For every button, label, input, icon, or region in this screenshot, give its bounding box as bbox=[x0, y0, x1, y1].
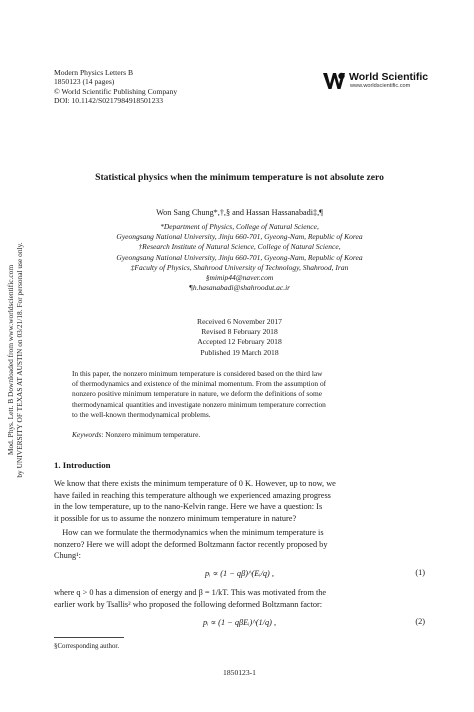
text-line: have failed in reaching this temperature although we experienced amazing progress bbox=[54, 490, 331, 500]
affiliation-line: Gyeongsang National University, Jinju 660-701, Gyeong-Nam, Republic of Korea bbox=[116, 252, 363, 262]
keywords-label: Keywords bbox=[72, 430, 102, 439]
equation-1-number: (1) bbox=[415, 568, 425, 577]
text-line: How can we formulate the thermodynamics when the minimum temperature is bbox=[54, 528, 324, 537]
author-email-2[interactable]: ¶h.hasanabadi@shahroodut.ac.ir bbox=[188, 283, 291, 293]
text-line: where q > 0 has a dimension of energy and β = 1/kT. This was motivated from the bbox=[54, 588, 327, 597]
publisher-url: www.worldscientific.com bbox=[350, 83, 411, 89]
abstract-line: of thermodynamics and existence of the minimal momentum. From the assumption of bbox=[72, 379, 327, 389]
journal-name: Modern Physics Letters B bbox=[54, 68, 134, 77]
download-notice-text bbox=[6, 242, 24, 477]
text-line: earlier work by Tsallis² who proposed the following deformed Boltzmann factor: bbox=[54, 599, 323, 609]
author-email-1[interactable]: §mimip44@naver.com bbox=[205, 273, 274, 283]
abstract-line: to the well-known thermodynamical problems. bbox=[72, 409, 211, 419]
equation-2-body: pᵢ ∝ (1 − qβEᵢ)^(1/q) , bbox=[202, 618, 277, 627]
text-line: it possible for us to assume the nonzero minimum temperature in nature? bbox=[54, 513, 297, 523]
equation-2 bbox=[54, 617, 425, 629]
text-line: Chung¹: bbox=[54, 551, 81, 561]
intro-paragraph-2 bbox=[54, 527, 425, 562]
text-line: We know that there exists the minimum temperature of 0 K. However, up to now, we bbox=[54, 479, 336, 488]
received-date: Received 6 November 2017 bbox=[197, 317, 282, 326]
download-notice-sidebar bbox=[0, 0, 30, 712]
affiliations bbox=[54, 222, 425, 293]
article-number: 1850123 (14 pages) bbox=[54, 77, 115, 87]
affiliation-line: Gyeongsang National University, Jinju 660-701, Gyeong-Nam, Republic of Korea bbox=[116, 232, 363, 242]
keywords-value: : Nonzero minimum temperature. bbox=[101, 430, 201, 439]
abstract bbox=[72, 369, 406, 420]
abstract-line: nonzero positive minimum temperature in nature, we deform the definitions of some bbox=[72, 389, 322, 399]
affiliation-line: †Research Institute of Natural Science, College of Natural Science, bbox=[138, 242, 341, 252]
affiliation-line: ‡Faculty of Physics, Shahrood University of Technology, Shahrood, Iran bbox=[130, 262, 349, 272]
download-notice-line-1: Mod. Phys. Lett. B Downloaded from www.worldscientific.com bbox=[6, 264, 15, 456]
footnote: §Corresponding author. bbox=[54, 643, 120, 650]
publisher-name: World Scientific bbox=[349, 71, 429, 83]
publication-dates bbox=[54, 317, 425, 358]
journal-header bbox=[54, 68, 177, 106]
footnote-rule bbox=[54, 637, 124, 638]
copyright-line: © World Scientific Publishing Company bbox=[54, 86, 178, 96]
world-scientific-logo-icon bbox=[322, 70, 346, 92]
revised-date: Revised 8 February 2018 bbox=[201, 327, 278, 337]
download-notice-line-2: by UNIVERSITY OF TEXAS AT AUSTIN on 03/21/18. For personal use only. bbox=[15, 242, 24, 478]
equation-2-number: (2) bbox=[415, 617, 425, 626]
equation-1-body: pᵢ ∝ (1 − qβ)^(Eᵢ/q) , bbox=[205, 569, 274, 578]
abstract-line: In this paper, the nonzero minimum temperature is considered based on the third law bbox=[72, 369, 323, 378]
text-line: nonzero? Here we will adopt the deformed Boltzmann factor recently proposed by bbox=[54, 539, 328, 549]
equation-1 bbox=[54, 568, 425, 580]
text-line: in the low temperature, up to the nano-Kelvin range. Here we have a question: Is bbox=[54, 502, 323, 512]
accepted-date: Accepted 12 February 2018 bbox=[197, 337, 282, 347]
intro-paragraph-3 bbox=[54, 587, 425, 610]
abstract-line: thermodynamical quantities and investigate nonzero minimum temperature correction bbox=[72, 399, 326, 409]
published-date: Published 19 March 2018 bbox=[200, 347, 279, 357]
intro-paragraph-1 bbox=[54, 478, 425, 524]
page-number: 1850123-1 bbox=[223, 668, 256, 677]
author-list: Won Sang Chung*,†,§ and Hassan Hassanabadi‡,¶ bbox=[156, 208, 323, 217]
affiliation-line: *Department of Physics, College of Natural Science, bbox=[160, 222, 319, 231]
section-heading: 1. Introduction bbox=[54, 460, 111, 470]
doi-line: DOI: 10.1142/S0217984918501233 bbox=[54, 96, 163, 106]
publisher-logo[interactable] bbox=[322, 70, 452, 92]
keywords bbox=[72, 430, 200, 439]
paper-title: Statistical physics when the minimum temperature is not absolute zero bbox=[95, 172, 384, 183]
